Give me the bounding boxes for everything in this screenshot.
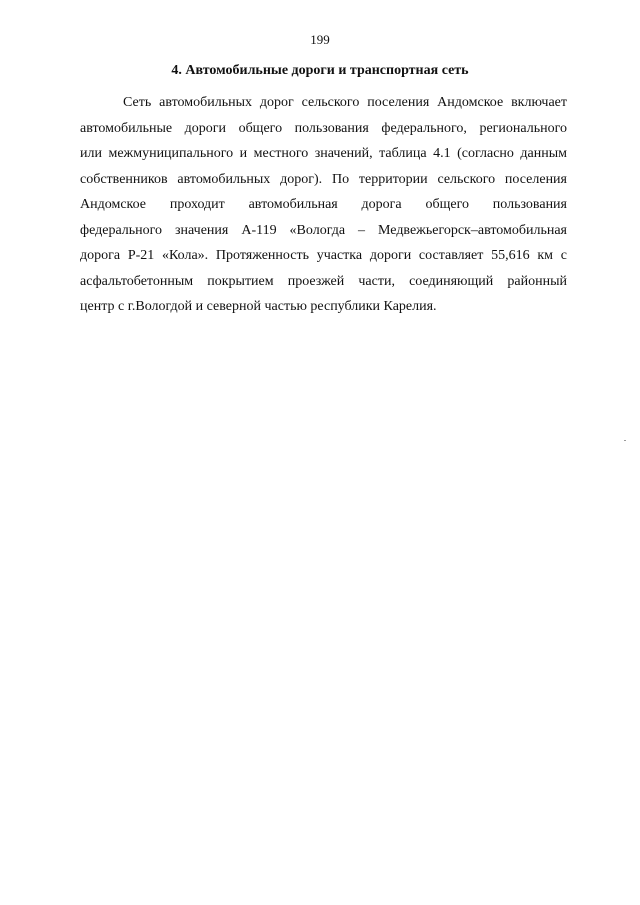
page-number: 199 [310, 32, 330, 47]
paragraph-line: дорога Р-21 «Кола». Протяженность участка дороги составляет 55,616 км с [80, 248, 567, 263]
paragraph-line: автомобильные дороги общего пользования федерального, регионального [80, 120, 567, 136]
paragraph-line: Андомское проходит автомобильная дорога общего пользования [80, 197, 567, 212]
paragraph-line: собственников автомобильных дорог). По территории сельского поселения [80, 171, 567, 187]
section-heading: 4. Автомобильные дороги и транспортная сеть [171, 63, 469, 78]
paragraph-line: Сеть автомобильных дорог сельского поселения Андомское включает [123, 95, 567, 110]
paragraph-line: федерального значения А-119 «Вологда – Медвежьегорск–автомобильная [80, 222, 567, 238]
paragraph-line: асфальтобетонным покрытием проезжей части, соединяющий районный [80, 273, 567, 289]
paragraph-line: или межмуниципального и местного значений, таблица 4.1 (согласно данным [80, 146, 567, 161]
paragraph-line: центр с г.Вологдой и северной частью республики Карелия. [80, 299, 437, 314]
body-paragraph [80, 90, 567, 320]
scan-edge-mark [624, 440, 626, 441]
